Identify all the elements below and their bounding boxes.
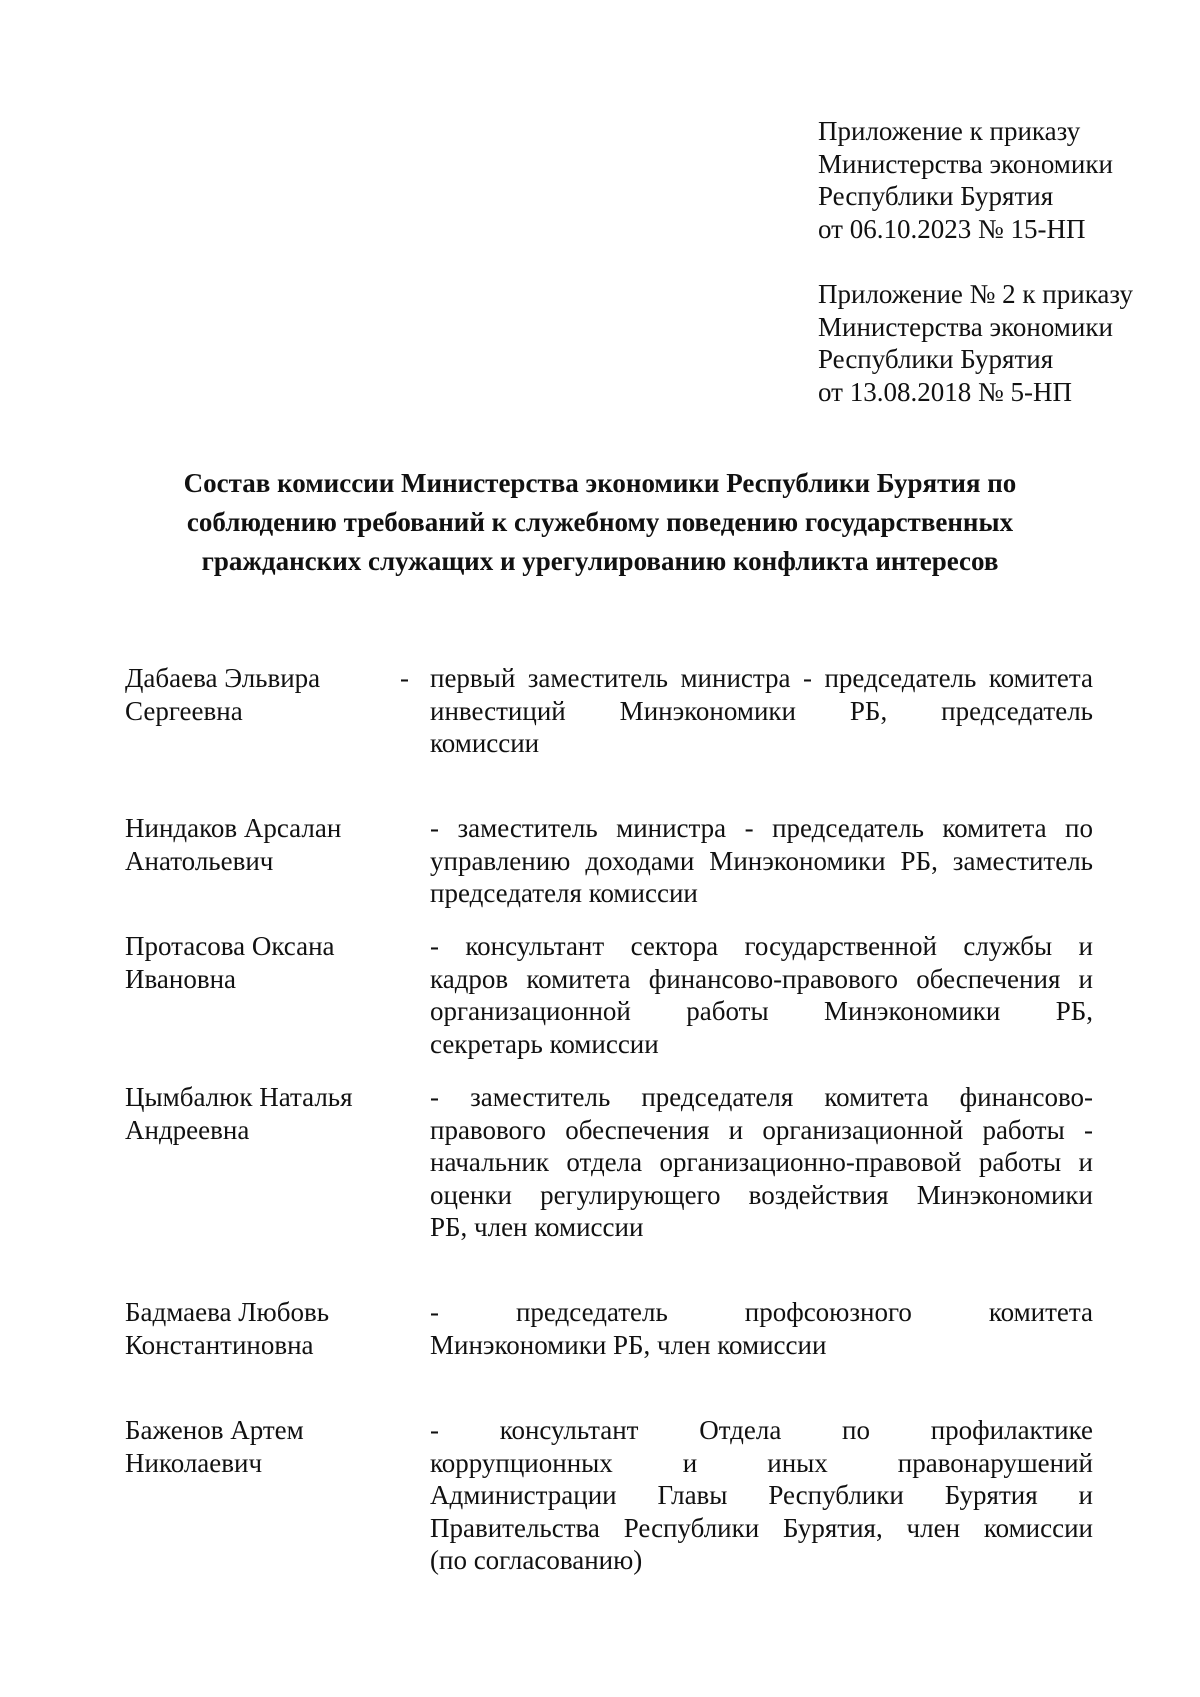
appendix-header-original <box>818 278 1133 408</box>
member-role <box>430 1081 1093 1244</box>
member-name <box>125 812 405 877</box>
role-line: секретарь комиссии <box>430 1028 659 1059</box>
member-name <box>125 1296 405 1361</box>
member-patronymic: Ивановна <box>125 963 237 994</box>
member-patronymic: Николаевич <box>125 1447 263 1478</box>
member-role <box>430 1414 1093 1577</box>
member-patronymic: Константиновна <box>125 1329 314 1360</box>
appendix-line: Министерства экономики <box>818 311 1113 342</box>
member-surname-given: Протасова Оксана <box>125 931 335 961</box>
member-name <box>125 1081 405 1146</box>
member-patronymic: Анатольевич <box>125 845 274 876</box>
appendix-line: от 13.08.2018 № 5-НП <box>818 376 1072 407</box>
member-role <box>430 1296 1093 1361</box>
member-surname-given: Дабаева Эльвира <box>125 663 321 693</box>
role-line: начальник отдела организационно-правовой работы и <box>430 1147 1093 1177</box>
role-line: Правительства Республики Бурятия, член комиссии <box>430 1512 1093 1543</box>
appendix-line: Министерства экономики <box>818 148 1113 179</box>
member-surname-given: Баженов Артем <box>125 1415 304 1445</box>
member-role <box>430 930 1093 1060</box>
role-line: оценки регулирующего воздействия Минэкономики <box>430 1179 1093 1210</box>
appendix-line: от 06.10.2023 № 15-НП <box>818 213 1086 244</box>
role-line: инвестиций Минэкономики РБ, председатель <box>430 695 1093 726</box>
appendix-header-current <box>818 115 1113 245</box>
role-line: кадров комитета финансово-правового обеспечения и <box>430 963 1093 994</box>
role-line: организационной работы Минэкономики РБ, <box>430 996 1093 1026</box>
appendix-line: Республики Бурятия <box>818 181 1054 211</box>
role-line: коррупционных и иных правонарушений <box>430 1447 1093 1478</box>
appendix-line: Приложение к приказу <box>818 116 1081 146</box>
member-name <box>125 1414 405 1479</box>
member-surname-given: Ниндаков Арсалан <box>125 813 342 843</box>
role-line: управлению доходами Минэкономики РБ, заместитель <box>430 845 1093 876</box>
member-name <box>125 930 405 995</box>
appendix-line: Приложение № 2 к приказу <box>818 279 1133 309</box>
document-title: Состав комиссии Министерства экономики Республики Бурятия по соблюдению требований к служебному поведению государственных гражданских служащих и урегулированию конфликта интересов <box>183 468 1017 576</box>
role-line: Администрации Главы Республики Бурятия и <box>430 1480 1093 1510</box>
role-line: - председатель профсоюзного комитета <box>430 1297 1093 1327</box>
role-line: РБ, член комиссии <box>430 1212 644 1242</box>
role-line: - заместитель министра - председатель комитета по <box>430 813 1093 843</box>
member-surname-given: Бадмаева Любовь <box>125 1297 330 1327</box>
role-line: правового обеспечения и организационной работы - <box>430 1114 1093 1145</box>
role-line: первый заместитель министра - председатель комитета <box>430 663 1093 693</box>
member-patronymic: Сергеевна <box>125 695 243 726</box>
role-line: - консультант Отдела по профилактике <box>430 1415 1093 1445</box>
role-line: Минэкономики РБ, член комиссии <box>430 1329 827 1360</box>
member-role <box>430 812 1093 910</box>
member-patronymic: Андреевна <box>125 1114 250 1145</box>
member-dash: - <box>400 663 409 693</box>
role-line: - консультант сектора государственной службы и <box>430 931 1093 961</box>
role-line: комиссии <box>430 728 540 758</box>
member-role <box>430 662 1093 760</box>
appendix-line: Республики Бурятия <box>818 344 1054 374</box>
role-line: - заместитель председателя комитета финансово- <box>430 1082 1093 1112</box>
role-line: председателя комиссии <box>430 878 698 908</box>
member-surname-given: Цымбалюк Наталья <box>125 1082 353 1112</box>
role-line: (по согласованию) <box>430 1545 643 1575</box>
member-name <box>125 662 405 727</box>
